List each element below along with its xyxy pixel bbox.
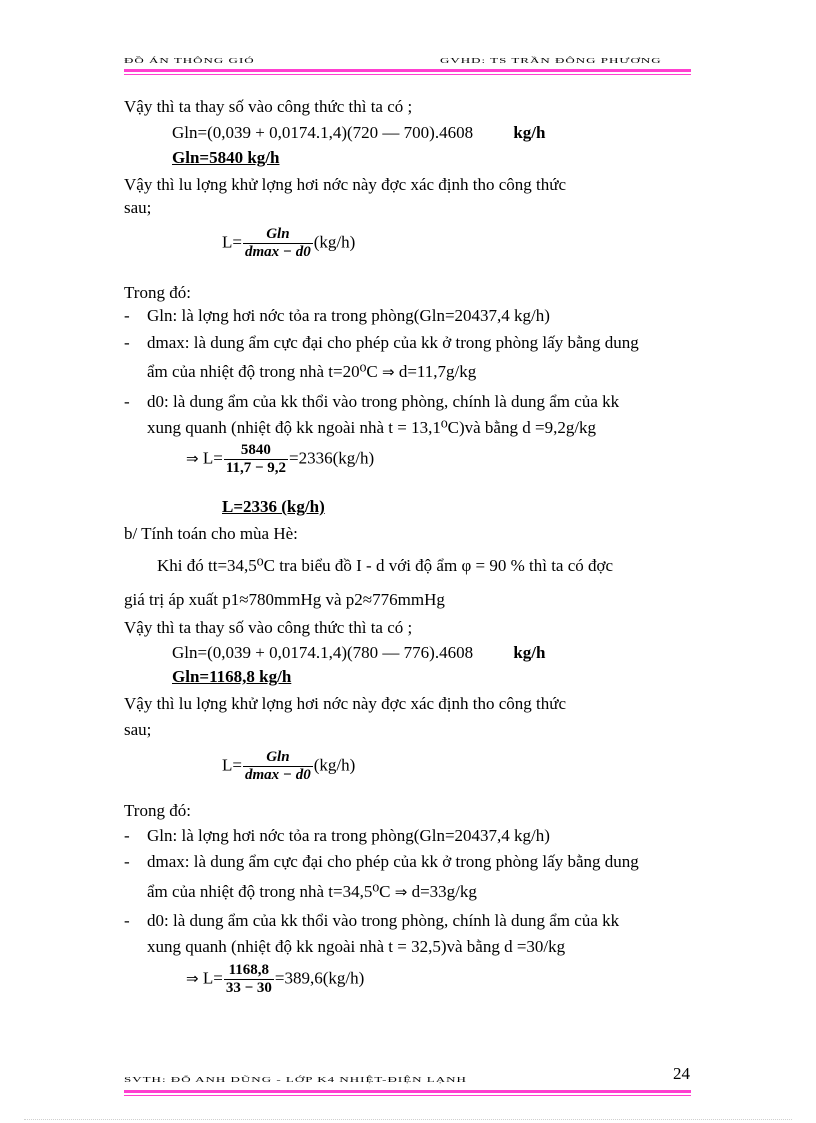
formula-numerator: Gln — [266, 226, 290, 242]
formula-unit: (kg/h) — [313, 232, 356, 252]
calc-fraction: $\frac{5840}{11,7 - 9,2}$ — [225, 442, 287, 476]
implies-arrow-icon: ⇒ — [394, 883, 408, 901]
bullet-item-d0: d0: là dung ẩm của kk thổi vào trong phòng, chính là dung ẩm của kk — [147, 392, 620, 411]
calc-L: ⇒ L= $\frac{1168,8}{33 - 30}$ =389,6(kg/h) — [186, 962, 365, 996]
running-header-right: GVHD: TS TRẦN ĐÔNG PHƯƠNG — [440, 56, 662, 65]
bullet-item-dmax-cont: ẩm của nhiệt độ trong nhà t=34,5⁰C ⇒ d=33g/kg — [147, 882, 477, 901]
paragraph-line: Khi đó tt=34,5⁰C tra biểu đồ I - d với độ ẩm φ = 90 % thì ta có đợc — [157, 556, 614, 575]
bullet-item-d0-cont: xung quanh (nhiệt độ kk ngoài nhà t = 13,1⁰C)và bằng d =9,2g/kg — [147, 418, 597, 437]
equation-unit: kg/h — [513, 123, 546, 142]
paragraph-line: Vậy thì ta thay số vào công thức thì ta có ; — [124, 618, 413, 637]
implies-arrow-icon: ⇒ — [382, 363, 395, 381]
formula-fraction — [243, 226, 313, 261]
paragraph-line: giá trị áp xuất p1≈780mmHg và p2≈776mmHg — [124, 590, 445, 609]
formula-L: L= $\frac{Gln}{dmax - d0}$ (kg/h) — [222, 749, 356, 783]
equation-gln — [172, 123, 545, 143]
implies-arrow-icon: ⇒ — [186, 969, 199, 988]
label-trong-do: Trong đó: — [124, 283, 191, 302]
formula-lhs: L= — [222, 232, 242, 252]
header-rule — [124, 69, 691, 72]
paragraph-line: sau; — [124, 720, 152, 739]
bullet-item-dmax: dmax: là dung ẩm cực đại cho phép của kk ở trong phòng lấy bằng dung — [147, 333, 639, 352]
implies-arrow-icon: ⇒ — [186, 449, 199, 468]
section-heading: b/ Tính toán cho mùa Hè: — [124, 524, 298, 543]
bullet-dash: - — [124, 333, 130, 352]
bullet-item-d0: d0: là dung ẩm của kk thổi vào trong phòng, chính là dung ẩm của kk — [147, 911, 620, 930]
footer-rule — [124, 1090, 691, 1093]
result-L: L=2336 (kg/h) — [222, 497, 325, 516]
label-trong-do: Trong đó: — [124, 801, 191, 820]
bullet-dash: - — [124, 826, 130, 845]
equation-text: Gln=(0,039 + 0,0174.1,4)(780 — 776).4608 — [172, 643, 474, 662]
bullet-item-dmax: dmax: là dung ẩm cực đại cho phép của kk ở trong phòng lấy bằng dung — [147, 852, 639, 871]
paragraph-line: Vậy thì lu lợng khử lợng hơi nớc này đợc xác định tho công thức — [124, 175, 567, 194]
equation-unit: kg/h — [513, 643, 546, 662]
bullet-dash: - — [124, 306, 130, 325]
calc-fraction: $\frac{1168,8}{33 - 30}$ — [225, 962, 272, 996]
page-bottom-dots — [24, 1119, 792, 1120]
page-number: 24 — [673, 1064, 690, 1083]
paragraph-line: sau; — [124, 198, 152, 217]
header-rule-secondary — [124, 74, 691, 75]
footer-rule-secondary — [124, 1095, 691, 1096]
running-header-left: ĐỒ ÁN THÔNG GIÓ — [124, 56, 255, 65]
formula-fraction: $\frac{Gln}{dmax - d0}$ — [244, 749, 311, 783]
bullet-dash: - — [124, 392, 130, 411]
formula-L — [222, 226, 355, 261]
bullet-item-dmax-cont: ẩm của nhiệt độ trong nhà t=20⁰C ⇒ d=11,7g/kg — [147, 362, 477, 381]
bullet-dash: - — [124, 852, 130, 871]
bullet-item-gln: Gln: là lợng hơi nớc tỏa ra trong phòng(Gln=20437,4 kg/h) — [147, 826, 550, 845]
equation-gln — [172, 643, 545, 663]
bullet-item-gln: Gln: là lợng hơi nớc tỏa ra trong phòng(Gln=20437,4 kg/h) — [147, 306, 550, 325]
running-footer-left: SVTH: ĐỖ ANH DŨNG - LỚP K4 NHIỆT-ĐIỆN LẠNH — [124, 1075, 467, 1084]
bullet-item-d0-cont: xung quanh (nhiệt độ kk ngoài nhà t = 32,5)và bằng d =30/kg — [147, 937, 566, 956]
equation-text: Gln=(0,039 + 0,0174.1,4)(720 — 700).4608 — [172, 123, 474, 142]
paragraph-line: Vậy thì ta thay số vào công thức thì ta có ; — [124, 97, 413, 116]
bullet-dash: - — [124, 911, 130, 930]
result-gln: Gln=1168,8 kg/h — [172, 667, 292, 686]
result-gln: Gln=5840 kg/h — [172, 148, 280, 167]
paragraph-line: Vậy thì lu lợng khử lợng hơi nớc này đợc xác định tho công thức — [124, 694, 567, 713]
calc-L: ⇒ L= $\frac{5840}{11,7 - 9,2}$ =2336(kg/h) — [186, 442, 375, 476]
formula-denominator: dmax − d0 — [244, 244, 311, 260]
